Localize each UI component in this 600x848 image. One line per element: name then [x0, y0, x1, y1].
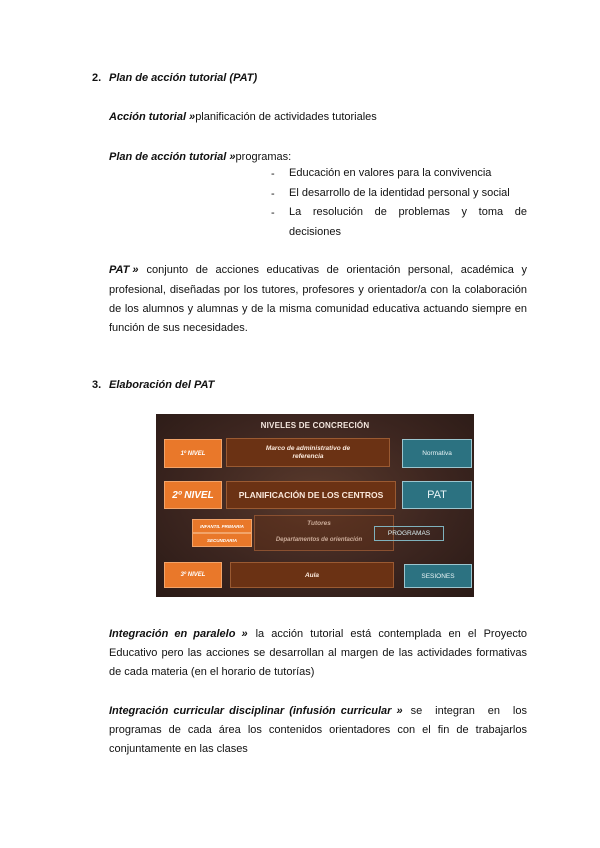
pat-paragraph-line-1: [109, 264, 527, 276]
definition-text: programas:: [235, 151, 292, 163]
pat-paragraph-line-2: profesional, diseñadas por los tutores, profesores y orientador/a con la colaboración: [109, 284, 527, 296]
definition-accion-tutorial: [109, 111, 377, 123]
integracion-paralelo-term: Integración en paralelo »: [109, 628, 248, 640]
definition-term: Acción tutorial »: [109, 111, 196, 123]
pat-text: conjunto de acciones educativas de orientación personal, académica y: [146, 264, 527, 276]
bullet-item: La resolución de problemas y toma de decisiones: [289, 206, 527, 238]
diagram-title: NIVELES DE CONCRECIÓN: [260, 421, 370, 430]
level-2-right: PAT: [402, 481, 472, 509]
pat-term: PAT »: [109, 264, 139, 276]
bullet-dash: -: [271, 188, 275, 200]
level-2-label: 2º NIVEL: [164, 481, 222, 509]
bullet-item: Educación en valores para la convivencia: [289, 167, 492, 179]
integracion-curricular-line-3: conjuntamente en las clases: [109, 743, 248, 755]
integracion-paralelo-line-1: [109, 628, 527, 640]
section-2-title: Plan de acción tutorial (PAT): [109, 72, 258, 84]
secundaria-tag: SECUNDARIA: [192, 533, 252, 547]
definition-text: planificación de actividades tutoriales: [195, 111, 377, 123]
section-3-title: Elaboración del PAT: [109, 379, 215, 391]
level-1-right: Normativa: [402, 439, 472, 468]
level-3-center: Aula: [230, 562, 394, 588]
tutores-label: Tutores: [307, 519, 331, 527]
definition-term: Plan de acción tutorial »: [109, 151, 236, 163]
bullet-item: El desarrollo de la identidad personal y social: [289, 187, 510, 199]
programas-box: PROGRAMAS: [374, 526, 444, 541]
level-3-right: SESIONES: [404, 564, 472, 588]
integracion-curricular-term: Integración curricular disciplinar (infusión curricular »: [109, 705, 403, 717]
niveles-concrecion-diagram: [156, 414, 474, 597]
integracion-curricular-text: se integran en los: [410, 705, 527, 717]
integracion-paralelo-line-2: Educativo pero las acciones se desarrollan al margen de las actividades formativas: [109, 647, 527, 659]
departamentos-label: Departamentos de orientación: [275, 537, 363, 543]
integracion-curricular-line-2: programas de cada área los contenidos orientadores con el fin de trabajarlos: [109, 724, 527, 736]
level-3-label: 3º NIVEL: [164, 562, 222, 588]
integracion-paralelo-line-3: de cada materia (en el horario de tutorías): [109, 666, 315, 678]
section-3-number: 3.: [92, 379, 102, 391]
bullet-dash: -: [271, 168, 275, 180]
level-1-label: 1º NIVEL: [164, 439, 222, 468]
pat-paragraph-line-3: de los alumnos y alumnas y de la misma comunidad educativa actuando siempre en: [109, 303, 527, 315]
middle-box: [254, 515, 394, 551]
bullet-dash: -: [271, 207, 275, 219]
section-2-number: 2.: [92, 72, 102, 84]
integracion-paralelo-text: la acción tutorial está contemplada en el Proyecto: [255, 628, 527, 640]
level-2-center: PLANIFICACIÓN DE LOS CENTROS: [226, 481, 396, 509]
integracion-curricular-line-1: [109, 705, 527, 717]
level-1-center: Marco de administrativo de referencia: [226, 438, 390, 467]
pat-paragraph-line-4: función de sus necesidades.: [109, 322, 248, 334]
definition-plan-accion-tutorial: [109, 151, 291, 163]
infantil-primaria-tag: INFANTIL PRIMARIA: [192, 519, 252, 533]
